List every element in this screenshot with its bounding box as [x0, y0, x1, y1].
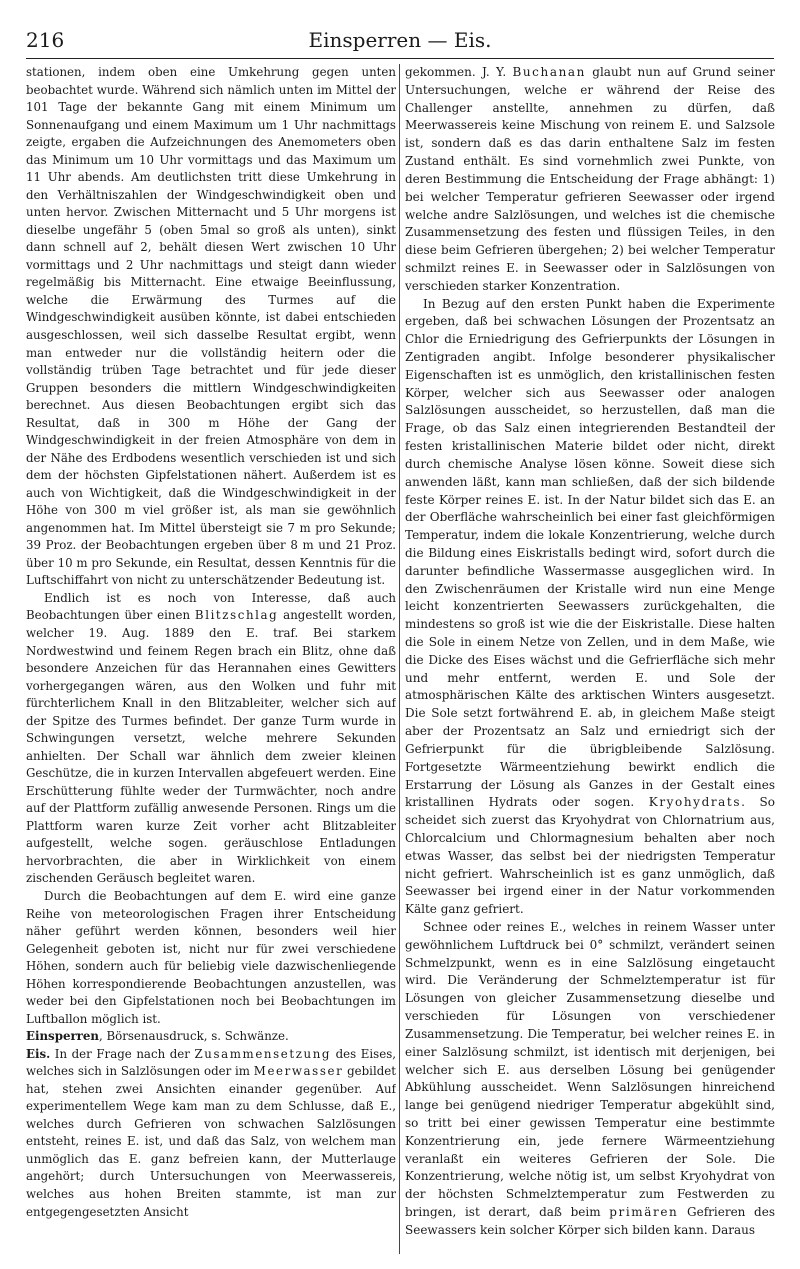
paragraph	[26, 888, 396, 1028]
paragraph	[405, 64, 775, 296]
entry-text: In der Frage nach der	[50, 1046, 195, 1061]
paragraph-text: glaubt nun auf Grund seiner Untersuchungen, welche er während der Reise des Challenger anstellte, annehmen zu dürfen, daß Meerwassereis keine Mischung von reinem E. und Salzsole ist, sondern daß es das darin enthaltene Salz im festen Zustand enthält. Es sind vornehmlich zwei Punkte, von deren Bestimmung die Entscheidung der Frage abhängt: 1) bei welcher Temperatur gefrieren Seewasser oder irgend welche andre Salzlösungen, und welches ist die chemische Zusammensetzung des festen und flüssigen Teiles, in den diese beim Gefrieren übergehen; 2) bei welcher Temperatur schmilzt reines E. in Seewasser oder in Salzlösungen von verschieden starker Konzentration.	[405, 65, 775, 293]
entry-text: des Eises, welches sich in Salzlösungen oder im	[26, 1046, 396, 1079]
emphasized-term: Kryohydrats	[648, 795, 742, 810]
paragraph	[405, 919, 775, 1240]
paragraph	[26, 590, 396, 888]
emphasized-term: primären	[609, 1205, 679, 1219]
paragraph-text: . So scheidet sich zuerst das Kryohydrat von Chlornatrium aus, Chlorcalcium und Chlormagnesium behalten aber noch etwas Wasser, das selbst bei der niedrigsten Temperatur nicht gefriert. Wahrscheinlich ist es ganz unmöglich, daß Seewasser bei irgend einer in der Natur vorkommenden Kälte ganz gefriert.	[405, 795, 775, 917]
page-header	[26, 26, 774, 59]
paragraph-text: Durch die Beobachtungen auf dem E. wird eine ganze Reihe von meteorologischen Fragen ihrer Entscheidung näher geführt werden können, besonders weil hier Gelegenheit geboten ist, nicht nur für zwei verschiedene Höhen, sondern auch für beliebig viele dazwischenliegende Höhen korrespondierende Beobachtungen anzustellen, was weder bei den Gipfelstationen noch bei Beobachtungen im Luftballon möglich ist.	[26, 888, 396, 1026]
entry-einsperren	[26, 1028, 396, 1046]
right-column	[405, 64, 775, 1254]
emphasized-term: Meerwasser	[253, 1064, 344, 1079]
left-column	[26, 64, 396, 1254]
running-head: Einsperren — Eis.	[308, 28, 492, 52]
paragraph-text: In Bezug auf den ersten Punkt haben die Experimente ergeben, daß bei schwachen Lösungen der Prozentsatz an Chlor die Erniedrigung des Gefrierpunkts der Lösungen in Zentigraden angibt. Infolge besonderer physikalischer Eigenschaften ist es unmöglich, den kristallinischen festen Körper, welcher sich aus Seewasser oder analogen Salzlösungen ausscheidet, so herzustellen, daß man die Frage, ob das Salz einen integrierenden Bestandteil der festen kristallinischen Materie bildet oder nicht, direkt durch chemische Analyse lösen könne. Soweit diese sich anwenden läßt, kann man schließen, daß der sich bildende feste Körper reines E. ist. In der Natur bildet sich das E. an der Oberfläche wahrscheinlich bei einer fast gleichförmigen Temperatur, indem die lokale Konzentrierung, welche durch die Bildung eines Eiskristalls bedingt wird, sofort durch die darunter befindliche Wassermasse ausgeglichen wird. In den Zwischenräumen der Kristalle wird nun eine Menge leicht konzentrierten Seewassers zurückgehalten, die mindestens so groß ist wie die der Eiskristalle. Diese halten die Sole in einem Netze von Zellen, und in dem Maße, wie die Dicke des Eises wächst und die Gefrierfläche sich mehr und mehr entfernt, werden E. und Sole der atmosphärischen Kälte des arktischen Winters ausgesetzt. Die Sole setzt fortwährend E. ab, in gleichem Maße steigt aber der Prozentsatz an Salz und erniedrigt sich der Gefrierpunkt für die übrigbleibende Salzlösung. Fortgesetzte Wärmeentziehung bewirkt endlich die Erstarrung der Lösung als Ganzes in der Gestalt eines kristallinen Hydrats oder sogen.	[405, 296, 775, 810]
headword: Einsperren	[26, 1029, 99, 1044]
paragraph	[405, 296, 775, 919]
paragraph-text: stationen, indem oben eine Umkehrung gegen unten beobachtet wurde. Während sich nämlich unten im Mittel der 101 Tage der bekannte Gang mit einem Minimum um Sonnenaufgang und einem Maximum um 1 Uhr nachmittags zeigte, ergaben die Aufzeichnungen des Anemometers oben das Minimum um 10 Uhr vormittags und das Maximum um 11 Uhr abends. Am deutlichsten tritt diese Umkehrung in den Verhältniszahlen der Windgeschwindigkeit oben und unten hervor. Zwischen Mitternacht und 5 Uhr morgens ist dieselbe ungefähr 5 (oben 5mal so groß als unten), sinkt dann schnell auf 2, behält diesen Wert zwischen 10 Uhr vormittags und 2 Uhr nachmittags und steigt dann wieder regelmäßig bis Mitternacht. Eine etwaige Beeinflussung, welche die Erwärmung des Turmes auf die Windgeschwindigkeit ausüben könnte, ist dabei entschieden ausgeschlossen, weil sich dasselbe Resultat ergibt, wenn man entweder nur die vollständig heitern oder die vollständig trüben Tage betrachtet und für jede dieser Gruppen besonders die mittlern Windgeschwindigkeiten berechnet. Aus diesen Beobachtungen ergibt sich das Resultat, daß in 300 m Höhe der Gang der Windgeschwindigkeit in der freien Atmosphäre von dem in der Nähe des Erdbodens wesentlich verschieden ist und sich dem der höchsten Gipfelstationen nähert. Außerdem ist es auch von Wichtigkeit, daß die Windgeschwindigkeit in der Höhe von 300 m viel größer ist, als man sie gewöhnlich angenommen hat. Im Mittel übersteigt sie 7 m pro Sekunde; 39 Proz. der Beobachtungen ergeben über 8 m und 21 Proz. über 10 m pro Sekunde, ein Resultat, dessen Kenntnis für die Luftschiffahrt von nicht zu unterschätzender Bedeutung ist.	[26, 65, 396, 588]
paragraph-text: Gefrieren des Seewassers kein solcher Körper sich bilden kann. Daraus	[405, 1205, 775, 1237]
column-divider	[399, 64, 400, 1254]
entry-text: , Börsenausdruck, s. Schwänze.	[98, 1029, 289, 1044]
entry-text: gebildet hat, stehen zwei Ansichten einander gegenüber. Auf experimentellem Wege kam man zu dem Schlusse, daß E., welches durch Gefrieren von schwachen Salzlösungen entsteht, reines E. ist, und daß das Salz, von welchem man unmöglich das E. ganz befreien kann, der Mutterlauge angehört; durch Untersuchungen von Meerwassereis, welches aus hohen Breiten stammte, ist man zur entgegengesetzten Ansicht	[26, 1064, 396, 1219]
paragraph-text: gekommen. J. Y.	[405, 65, 513, 79]
page-number: 216	[26, 28, 65, 52]
headword: Eis.	[26, 1046, 51, 1061]
emphasized-term: Zusammensetzung	[194, 1046, 332, 1061]
emphasized-term: Blitzschlag	[194, 608, 279, 623]
paragraph	[26, 64, 396, 590]
entry-eis	[26, 1046, 396, 1221]
emphasized-term: Buchanan	[512, 65, 586, 79]
paragraph-text: Schnee oder reines E., welches in reinem Wasser unter gewöhnlichem Luftdruck bei 0° schmilzt, verändert seinen Schmelzpunkt, wenn es in eine Salzlösung eingetaucht wird. Die Veränderung der Schmelztemperatur ist für Lösungen von gleicher Zusammensetzung dieselbe und verschieden für Lösungen von verschiedener Zusammensetzung. Die Temperatur, bei welcher reines E. in einer Salzlösung schmilzt, ist identisch mit derjenigen, bei welcher sich E. aus derselben Lösung bei genügender Abkühlung ausscheidet. Wenn Salzlösungen hinreichend lange bei genügend niedriger Temperatur abgekühlt sind, so tritt bei einer gewissen Temperatur eine bestimmte Konzentrierung ein, jede fernere Wärmeentziehung veranlaßt ein weiteres Gefrieren der Sole. Die Konzentrierung, welche nötig ist, um selbst Kryohydrat von der höchsten Schmelztemperatur zum Festwerden zu bringen, ist derart, daß beim	[405, 920, 775, 1219]
paragraph-text: angestellt worden, welcher 19. Aug. 1889 den E. traf. Bei starkem Nordwestwind und feinem Regen brach ein Blitz, ohne daß besondere Anzeichen für das Herannahen eines Gewitters vorhergegangen wären, aus den Wolken und fuhr mit fürchterlichem Knall in den Blitzableiter, welcher sich auf der Spitze des Turmes befindet. Der ganze Turm wurde in Schwingungen versetzt, welche mehrere Sekunden anhielten. Der Schall war ähnlich dem zweier kleinen Geschütze, die in kurzen Intervallen abgefeuert werden. Eine Erschütterung fühlte weder der Turmwächter, noch andre auf der Plattform zufällig anwesende Personen. Rings um die Plattform waren kurze Zeit vorher acht Blitzableiter aufgestellt, welche sogen. geräuschlose Entladungen hervorbrachten, die aber in Wirklichkeit von einem zischenden Geräusch begleitet waren.	[26, 608, 396, 886]
paragraph-text: Endlich ist es noch von Interesse, daß auch Beobachtungen über einen	[26, 590, 396, 623]
